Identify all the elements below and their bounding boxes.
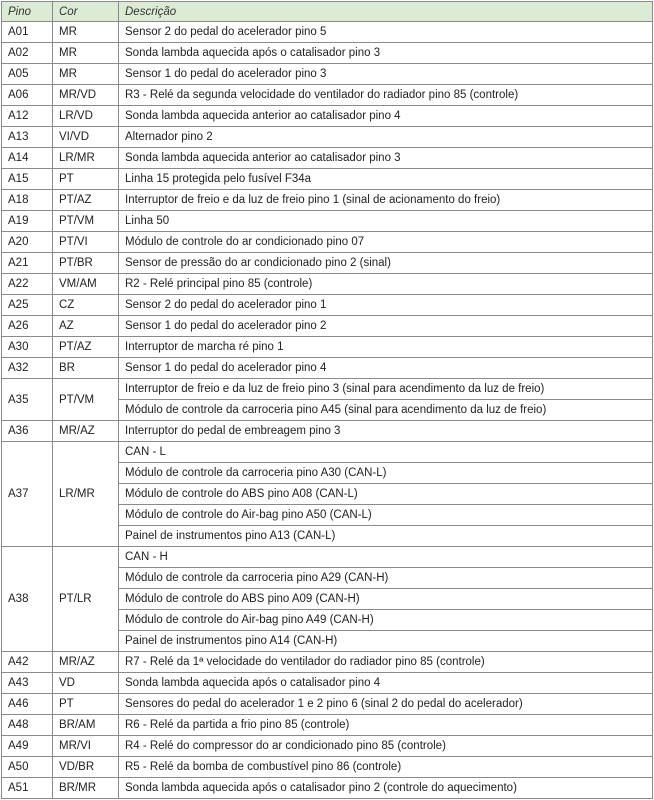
table-row [2,358,653,379]
pin-cell: A13 [2,127,53,148]
description-cell: R7 - Relé da 1ª velocidade do ventilador do radiador pino 85 (controle) [119,652,653,673]
pin-cell: A15 [2,169,53,190]
table-row [2,316,653,337]
pin-cell: A26 [2,316,53,337]
pin-cell: A21 [2,253,53,274]
table-row [2,190,653,211]
pin-cell: A46 [2,694,53,715]
table-row [2,337,653,358]
description-cell: Painel de instrumentos pino A14 (CAN-H) [119,631,653,652]
header-cor: Cor [53,2,119,22]
description-cell: Sensor de pressão do ar condicionado pino 2 (sinal) [119,253,653,274]
color-cell: MR/AZ [53,421,119,442]
description-cell: Interruptor de freio e da luz de freio pino 3 (sinal para acendimento da luz de freio) [119,379,653,400]
color-cell: PT/LR [53,547,119,652]
pin-cell: A37 [2,442,53,547]
description-cell: Sonda lambda aquecida após o catalisador pino 3 [119,43,653,64]
table-row [2,169,653,190]
description-cell: Painel de instrumentos pino A13 (CAN-L) [119,526,653,547]
description-cell: Sensor 2 do pedal do acelerador pino 1 [119,295,653,316]
color-cell: PT/BR [53,253,119,274]
color-cell: PT/VM [53,379,119,421]
color-cell: PT [53,694,119,715]
table-row [2,106,653,127]
table-row [2,253,653,274]
table-row [2,652,653,673]
table-row [2,85,653,106]
color-cell: VD [53,673,119,694]
table-body [2,22,653,799]
pin-cell: A20 [2,232,53,253]
table-row [2,778,653,799]
description-cell: Módulo de controle do Air-bag pino A50 (CAN-L) [119,505,653,526]
description-cell: Módulo de controle da carroceria pino A29 (CAN-H) [119,568,653,589]
color-cell: MR/VI [53,736,119,757]
color-cell: PT/AZ [53,190,119,211]
pin-cell: A02 [2,43,53,64]
pin-cell: A43 [2,673,53,694]
table-row [2,421,653,442]
description-cell: Sonda lambda aquecida após o catalisador pino 4 [119,673,653,694]
color-cell: VM/AM [53,274,119,295]
table-row [2,64,653,85]
pin-cell: A12 [2,106,53,127]
description-cell: Módulo de controle do ar condicionado pino 07 [119,232,653,253]
color-cell: AZ [53,316,119,337]
color-cell: BR [53,358,119,379]
table-row [2,127,653,148]
table-row [2,547,653,568]
table-row [2,211,653,232]
table-row [2,295,653,316]
color-cell: PT/AZ [53,337,119,358]
table-row [2,148,653,169]
pin-cell: A48 [2,715,53,736]
description-cell: Módulo de controle do ABS pino A09 (CAN-H) [119,589,653,610]
description-cell: R5 - Relé da bomba de combustível pino 86 (controle) [119,757,653,778]
description-cell: R2 - Relé principal pino 85 (controle) [119,274,653,295]
description-cell: Sonda lambda aquecida anterior ao catalisador pino 3 [119,148,653,169]
color-cell: MR [53,43,119,64]
pin-cell: A06 [2,85,53,106]
pin-cell: A49 [2,736,53,757]
description-cell: CAN - H [119,547,653,568]
table-row [2,736,653,757]
description-cell: Interruptor do pedal de embreagem pino 3 [119,421,653,442]
table-row [2,43,653,64]
pin-cell: A18 [2,190,53,211]
color-cell: BR/MR [53,778,119,799]
table-row [2,757,653,778]
table-row [2,232,653,253]
table-row [2,694,653,715]
pin-cell: A35 [2,379,53,421]
pin-cell: A42 [2,652,53,673]
color-cell: LR/MR [53,148,119,169]
pin-cell: A36 [2,421,53,442]
description-cell: R4 - Relé do compressor do ar condicionado pino 85 (controle) [119,736,653,757]
description-cell: Sensor 1 do pedal do acelerador pino 4 [119,358,653,379]
description-cell: R3 - Relé da segunda velocidade do ventilador do radiador pino 85 (controle) [119,85,653,106]
header-row [2,2,653,22]
description-cell: Sonda lambda aquecida anterior ao catalisador pino 4 [119,106,653,127]
color-cell: PT/VM [53,211,119,232]
pin-cell: A01 [2,22,53,43]
color-cell: MR [53,64,119,85]
color-cell: PT/VI [53,232,119,253]
description-cell: Módulo de controle do ABS pino A08 (CAN-L) [119,484,653,505]
color-cell: BR/AM [53,715,119,736]
description-cell: Sonda lambda aquecida após o catalisador pino 2 (controle do aquecimento) [119,778,653,799]
table-row [2,22,653,43]
description-cell: Sensor 1 do pedal do acelerador pino 3 [119,64,653,85]
color-cell: PT [53,169,119,190]
description-cell: Sensores do pedal do acelerador 1 e 2 pino 6 (sinal 2 do pedal do acelerador) [119,694,653,715]
pin-cell: A38 [2,547,53,652]
color-cell: CZ [53,295,119,316]
color-cell: VI/VD [53,127,119,148]
pin-cell: A19 [2,211,53,232]
color-cell: MR/VD [53,85,119,106]
pin-cell: A05 [2,64,53,85]
description-cell: Módulo de controle da carroceria pino A30 (CAN-L) [119,463,653,484]
pin-cell: A50 [2,757,53,778]
description-cell: Linha 50 [119,211,653,232]
description-cell: Sensor 2 do pedal do acelerador pino 5 [119,22,653,43]
pin-cell: A32 [2,358,53,379]
description-cell: Módulo de controle da carroceria pino A45 (sinal para acendimento da luz de freio) [119,400,653,421]
description-cell: CAN - L [119,442,653,463]
pin-table [1,1,653,799]
header-descricao: Descrição [119,2,653,22]
description-cell: Sensor 1 do pedal do acelerador pino 2 [119,316,653,337]
description-cell: Interruptor de freio e da luz de freio pino 1 (sinal de acionamento do freio) [119,190,653,211]
pin-cell: A25 [2,295,53,316]
table-row [2,442,653,463]
color-cell: LR/VD [53,106,119,127]
pin-cell: A51 [2,778,53,799]
color-cell: MR [53,22,119,43]
table-row [2,715,653,736]
description-cell: Interruptor de marcha ré pino 1 [119,337,653,358]
pin-cell: A22 [2,274,53,295]
description-cell: Alternador pino 2 [119,127,653,148]
color-cell: VD/BR [53,757,119,778]
description-cell: R6 - Relé da partida a frio pino 85 (controle) [119,715,653,736]
color-cell: LR/MR [53,442,119,547]
pin-cell: A14 [2,148,53,169]
pin-cell: A30 [2,337,53,358]
table-row [2,274,653,295]
table-row [2,379,653,400]
color-cell: MR/AZ [53,652,119,673]
description-cell: Módulo de controle do Air-bag pino A49 (CAN-H) [119,610,653,631]
table-row [2,673,653,694]
header-pino: Pino [2,2,53,22]
description-cell: Linha 15 protegida pelo fusível F34a [119,169,653,190]
